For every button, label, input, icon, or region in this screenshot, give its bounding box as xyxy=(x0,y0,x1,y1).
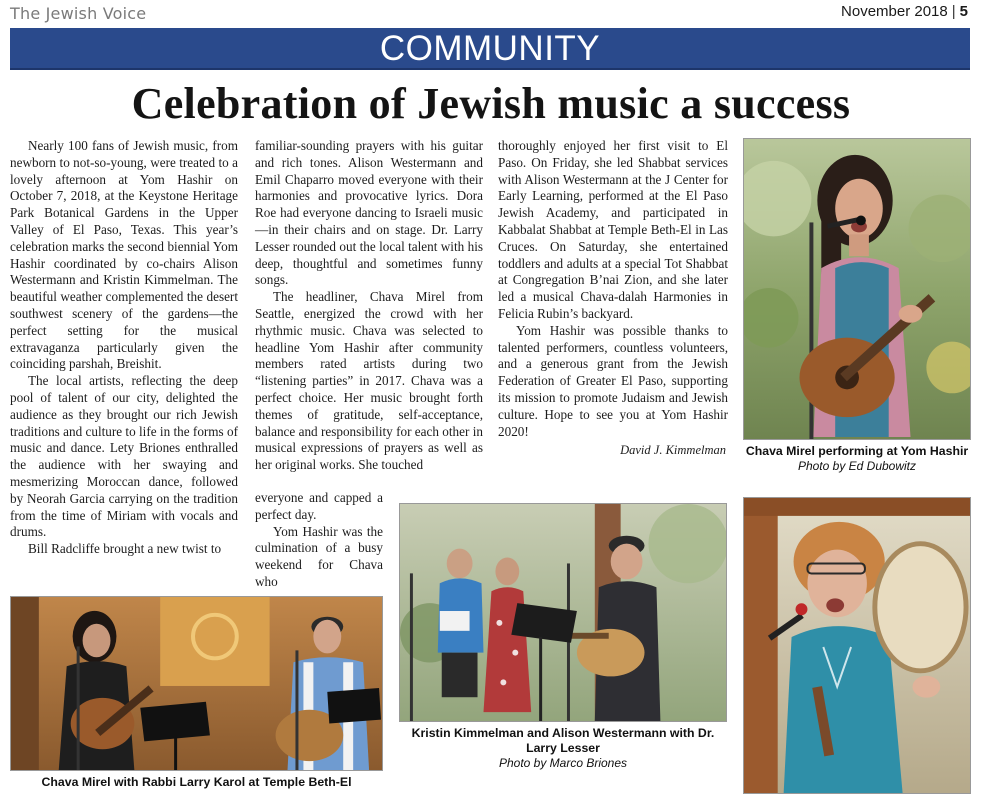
paragraph: thoroughly enjoyed her first visit to El Paso. On Friday, she led Shabbat services with Alison Westermann at the J Center for Early Learning, performed at the El Paso Jewish Academy, and participated in Kabbalat Shabbat at Temple Beth-El in Las Cruces. On Saturday, she entertained toddlers and adults at a special Tot Shabbat at Congregation B’nai Zion, and she later led a musical Chava-dalah Harmonies in Felicia Rubin’s backyard. xyxy=(498,138,728,321)
paragraph: The local artists, reflecting the deep pool of talent of our city, delighted the audience as they brought our rich Jewish traditions and culture to life in the forms of music and dance. Lety Briones enthralled the audience with her swaying and mesmerizing Moroccan dance, followed by Neorah Garcia carrying on the tradition from the time of Miriam with vocals and drums. xyxy=(10,373,238,540)
article-headline: Celebration of Jewish music a success xyxy=(131,79,851,128)
article-column-2-continued xyxy=(255,490,383,591)
publication-name: The Jewish Voice xyxy=(10,4,147,23)
photo-chava-mirel-performing xyxy=(743,138,971,440)
photo1-caption: Chava Mirel performing at Yom Hashir xyxy=(745,444,969,458)
photo1-caption-block xyxy=(743,444,971,474)
article-column-2 xyxy=(255,138,483,474)
issue-date: November 2018 xyxy=(841,3,948,20)
issue-info xyxy=(841,3,968,20)
paragraph: Yom Hashir was the culmination of a busy weekend for Chava who xyxy=(255,523,383,589)
photo2-caption-block xyxy=(395,726,731,771)
paragraph: Bill Radcliffe brought a new twist to xyxy=(28,541,222,557)
photo-kimmelman-westermann-lesser xyxy=(399,503,727,722)
section-banner xyxy=(10,28,970,70)
article-column-3 xyxy=(498,138,728,459)
author-signature: David J. Kimmelman xyxy=(620,443,726,458)
photo1-credit: Photo by Ed Dubowitz xyxy=(797,459,917,473)
article-column-1 xyxy=(10,138,238,558)
paragraph: Yom Hashir was possible thanks to talented performers, countless volunteers, and a generous grant from the Jewish Federation of Greater El Paso, supporting its mission to promote Judaism and Jewish culture. Hope to see you at Yom Hashir 2020! xyxy=(498,322,728,439)
section-title: COMMUNITY xyxy=(379,29,601,68)
paragraph: familiar-sounding prayers with his guitar and rich tones. Alison Westermann and Emil Chaparro moved everyone with their harmonies and provocative lyrics. Dora Roe had everyone dancing to Israeli music—in their chairs and on stage. Dr. Larry Lesser rounded out the local talent with his deep, thoughtful and sometimes funny songs. xyxy=(255,138,483,288)
masthead-separator: | xyxy=(951,3,956,20)
photo2-caption: Kristin Kimmelman and Alison Westermann with Dr. Larry Lesser xyxy=(411,726,715,755)
photo-singer-with-frame-drum xyxy=(743,497,971,794)
paragraph: everyone and capped a perfect day. xyxy=(255,490,383,522)
photo-chava-mirel-rabbi-karol xyxy=(10,596,383,771)
photo4-caption-block xyxy=(10,775,383,790)
photo2-credit: Photo by Marco Briones xyxy=(498,756,628,770)
paragraph: Nearly 100 fans of Jewish music, from newborn to not-so-young, were treated to a lovely afternoon at Yom Hashir on October 7, 2018, at the Keystone Heritage Park Botanical Gardens in the Upper Valley of El Paso, Texas. This year’s celebration marks the second biennial Yom Hashir coordinated by co-chairs Alison Westermann and Kristin Kimmelman. The beautiful weather complemented the desert southwest scenery of the gardens—the perfect setting for the musical extravaganza particularly given the coinciding parshah, Breishit. xyxy=(10,138,238,372)
photo4-caption: Chava Mirel with Rabbi Larry Karol at Temple Beth-El xyxy=(41,775,352,789)
paragraph: The headliner, Chava Mirel from Seattle, energized the crowd with her rhythmic music. Chava was selected to headline Yom Hashir after community members rated artists during two “listening parties” in 2017. Chava was a perfect choice. Her music brought forth themes of gratitude, self-acceptance, balance and responsibility for each other in musical expressions of prayers as well as her original works. She touched xyxy=(255,289,483,473)
page-number: 5 xyxy=(959,3,968,20)
